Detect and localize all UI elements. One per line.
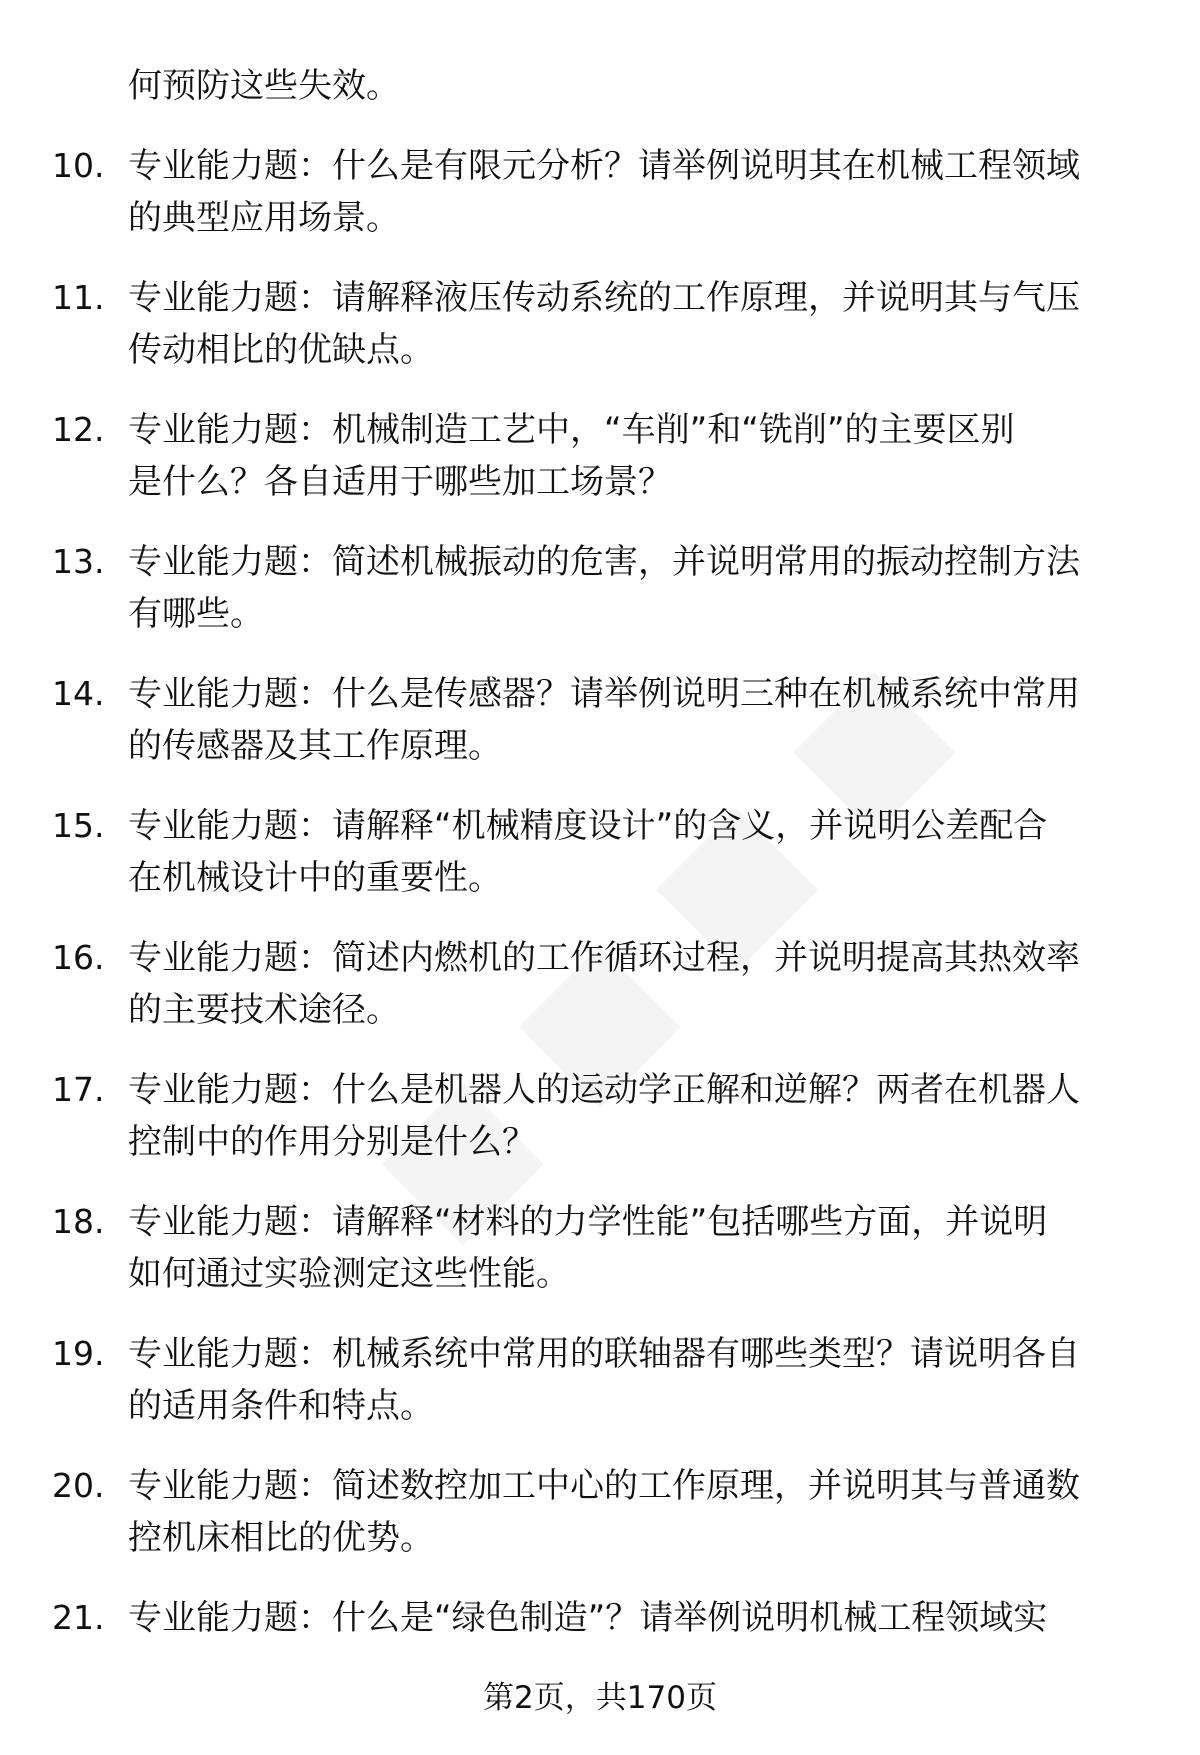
- question-number: 19.: [52, 1334, 105, 1373]
- question-number: 10.: [52, 146, 105, 185]
- question-text-line-1: 专业能力题：机械制造工艺中，“车削”和“铣削”的主要区别: [128, 410, 1015, 450]
- question-text-line-2: 如何通过实验测定这些性能。: [128, 1254, 570, 1294]
- question-number: 21.: [52, 1598, 105, 1637]
- question-number: 12.: [52, 410, 105, 449]
- question-item: [0, 1196, 1200, 1328]
- question-text-line-1: 专业能力题：机械系统中常用的联轴器有哪些类型？请说明各自: [128, 1334, 1080, 1374]
- question-text-line-2: 在机械设计中的重要性。: [128, 858, 502, 898]
- question-number: 20.: [52, 1466, 105, 1505]
- question-number: 17.: [52, 1070, 105, 1109]
- question-number: 15.: [52, 806, 105, 845]
- question-text-line-2: 传动相比的优缺点。: [128, 330, 434, 370]
- question-number: 11.: [52, 278, 105, 317]
- question-text-line-1: 专业能力题：请解释“材料的力学性能”包括哪些方面，并说明: [128, 1202, 1048, 1242]
- question-text-line-2: 是什么？各自适用于哪些加工场景？: [128, 462, 672, 502]
- question-text-line-2: 控制中的作用分别是什么？: [128, 1122, 536, 1162]
- question-item: [0, 404, 1200, 536]
- question-text-line-2: 的主要技术途径。: [128, 990, 400, 1030]
- question-number: 13.: [52, 542, 105, 581]
- question-list: [0, 140, 1200, 1724]
- question-item: [0, 800, 1200, 932]
- question-item: [0, 668, 1200, 800]
- question-item: [0, 140, 1200, 272]
- question-text-line-1: 专业能力题：什么是有限元分析？请举例说明其在机械工程领域: [128, 146, 1080, 186]
- question-text-line-1: 专业能力题：什么是传感器？请举例说明三种在机械系统中常用: [128, 674, 1080, 714]
- question-item: [0, 932, 1200, 1064]
- question-text-line-1: 专业能力题：什么是机器人的运动学正解和逆解？两者在机器人: [128, 1070, 1080, 1110]
- question-text-line-1: 专业能力题：什么是“绿色制造”？请举例说明机械工程领域实: [128, 1598, 1048, 1638]
- question-text-line-1: 专业能力题：简述机械振动的危害，并说明常用的振动控制方法: [128, 542, 1080, 582]
- question-text-line-1: 专业能力题：简述数控加工中心的工作原理，并说明其与普通数: [128, 1466, 1080, 1506]
- question-item: [0, 1064, 1200, 1196]
- question-number: 14.: [52, 674, 105, 713]
- question-text-line-1: 专业能力题：简述内燃机的工作循环过程，并说明提高其热效率: [128, 938, 1080, 978]
- question-text-line-2: 的典型应用场景。: [128, 198, 400, 238]
- question-item: [0, 536, 1200, 668]
- question-item: [0, 272, 1200, 404]
- question-text-line-2: 控机床相比的优势。: [128, 1518, 434, 1558]
- continuation-text: 何预防这些失效。: [128, 66, 400, 106]
- question-text-line-2: 的传感器及其工作原理。: [128, 726, 502, 766]
- question-number: 18.: [52, 1202, 105, 1241]
- question-text-line-2: 有哪些。: [128, 594, 264, 634]
- question-text-line-1: 专业能力题：请解释“机械精度设计”的含义，并说明公差配合: [128, 806, 1048, 846]
- question-item: [0, 1460, 1200, 1592]
- question-item: [0, 1328, 1200, 1460]
- question-text-line-2: 的适用条件和特点。: [128, 1386, 434, 1426]
- question-text-line-1: 专业能力题：请解释液压传动系统的工作原理，并说明其与气压: [128, 278, 1080, 318]
- question-number: 16.: [52, 938, 105, 977]
- page-footer: 第2页，共170页: [483, 1680, 717, 1716]
